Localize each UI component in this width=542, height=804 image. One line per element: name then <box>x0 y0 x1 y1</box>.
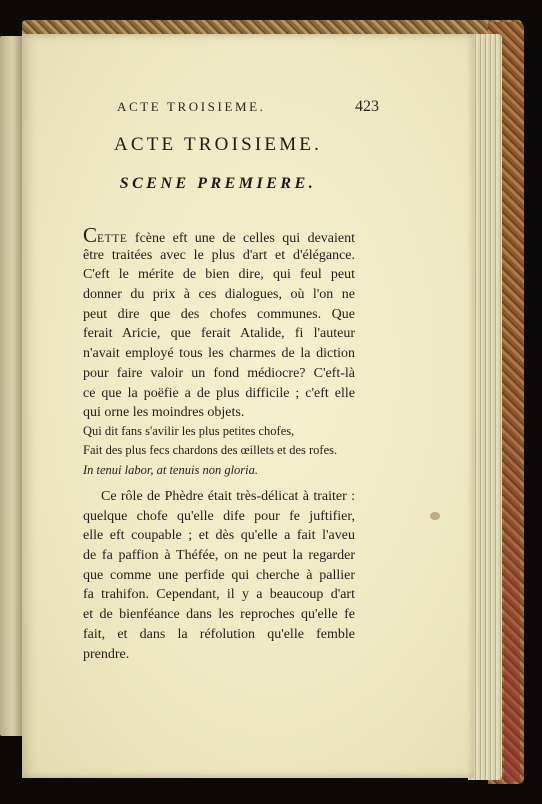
book-page <box>22 34 474 778</box>
paragraph-line: pour faire valoir un fond médiocre? C'eft-là <box>83 365 355 381</box>
act-title: ACTE TROISIEME. <box>113 134 323 155</box>
latin-citation: In tenui labor, at tenuis non gloria. <box>83 463 258 477</box>
drop-cap: C <box>83 223 98 247</box>
paragraph-line: n'avait employé tous les charmes de la diction <box>83 346 355 362</box>
paragraph-line: être traitées avec le plus d'art et d'élégance. <box>83 247 355 263</box>
paragraph-line: fait, et dans la réfolution qu'elle femble <box>83 626 355 642</box>
paragraph-line: C'eft le mérite de bien dire, qui feul peut <box>83 267 355 283</box>
paragraph-line: quelque chofe qu'elle dife pour fe juftifier, <box>83 508 355 524</box>
paragraph-line: ferait Aricie, que ferait Atalide, fi l'auteur <box>83 326 355 342</box>
first-line-rest: fcène eft une de celles qui devaient <box>127 231 355 246</box>
previous-page-edge <box>0 36 22 736</box>
paragraph-line: Ce rôle de Phèdre était très-délicat à traiter : <box>101 489 355 504</box>
paragraph-line: fa trahifon. Cependant, il y a beaucoup d'art <box>83 587 355 603</box>
paragraph-line: de fa paffion à Théfée, on ne peut la regarder <box>83 548 355 564</box>
scene-title: SCENE PREMIERE. <box>119 175 317 192</box>
paragraph-line: qui orne les moindres objets. <box>83 405 245 421</box>
page-number: 423 <box>355 98 379 115</box>
paragraph-line <box>83 223 355 247</box>
lead-small-caps: ETTE <box>97 233 128 245</box>
paragraph-line: prendre. <box>83 646 130 662</box>
running-head-title: ACTE TROISIEME. <box>117 99 266 114</box>
paragraph-line: que comme une perfide qui cherche à pallier <box>83 567 355 583</box>
running-head <box>117 98 379 116</box>
paper-stain <box>430 512 440 520</box>
paragraph-line: et de bienféance dans les reproches qu'elle fe <box>83 607 355 623</box>
verse-line: Fait des plus fecs chardons des œillets et des rofes. <box>83 443 338 457</box>
verse-line: Qui dit fans s'avilir les plus petites chofes, <box>83 424 295 438</box>
paragraph-line: ce que la poëfie a de plus difficile ; c'eft elle <box>83 385 355 401</box>
paragraph-2 <box>83 487 355 664</box>
paragraph-1 <box>83 223 355 423</box>
paragraph-line: donner du prix à ces dialogues, où l'on ne <box>83 287 355 303</box>
paragraph-line: peut dire que des chofes communes. Que <box>83 306 355 322</box>
paragraph-line: elle eft coupable ; et dès qu'elle a fait l'aveu <box>83 528 355 544</box>
verse-quote <box>83 422 355 460</box>
